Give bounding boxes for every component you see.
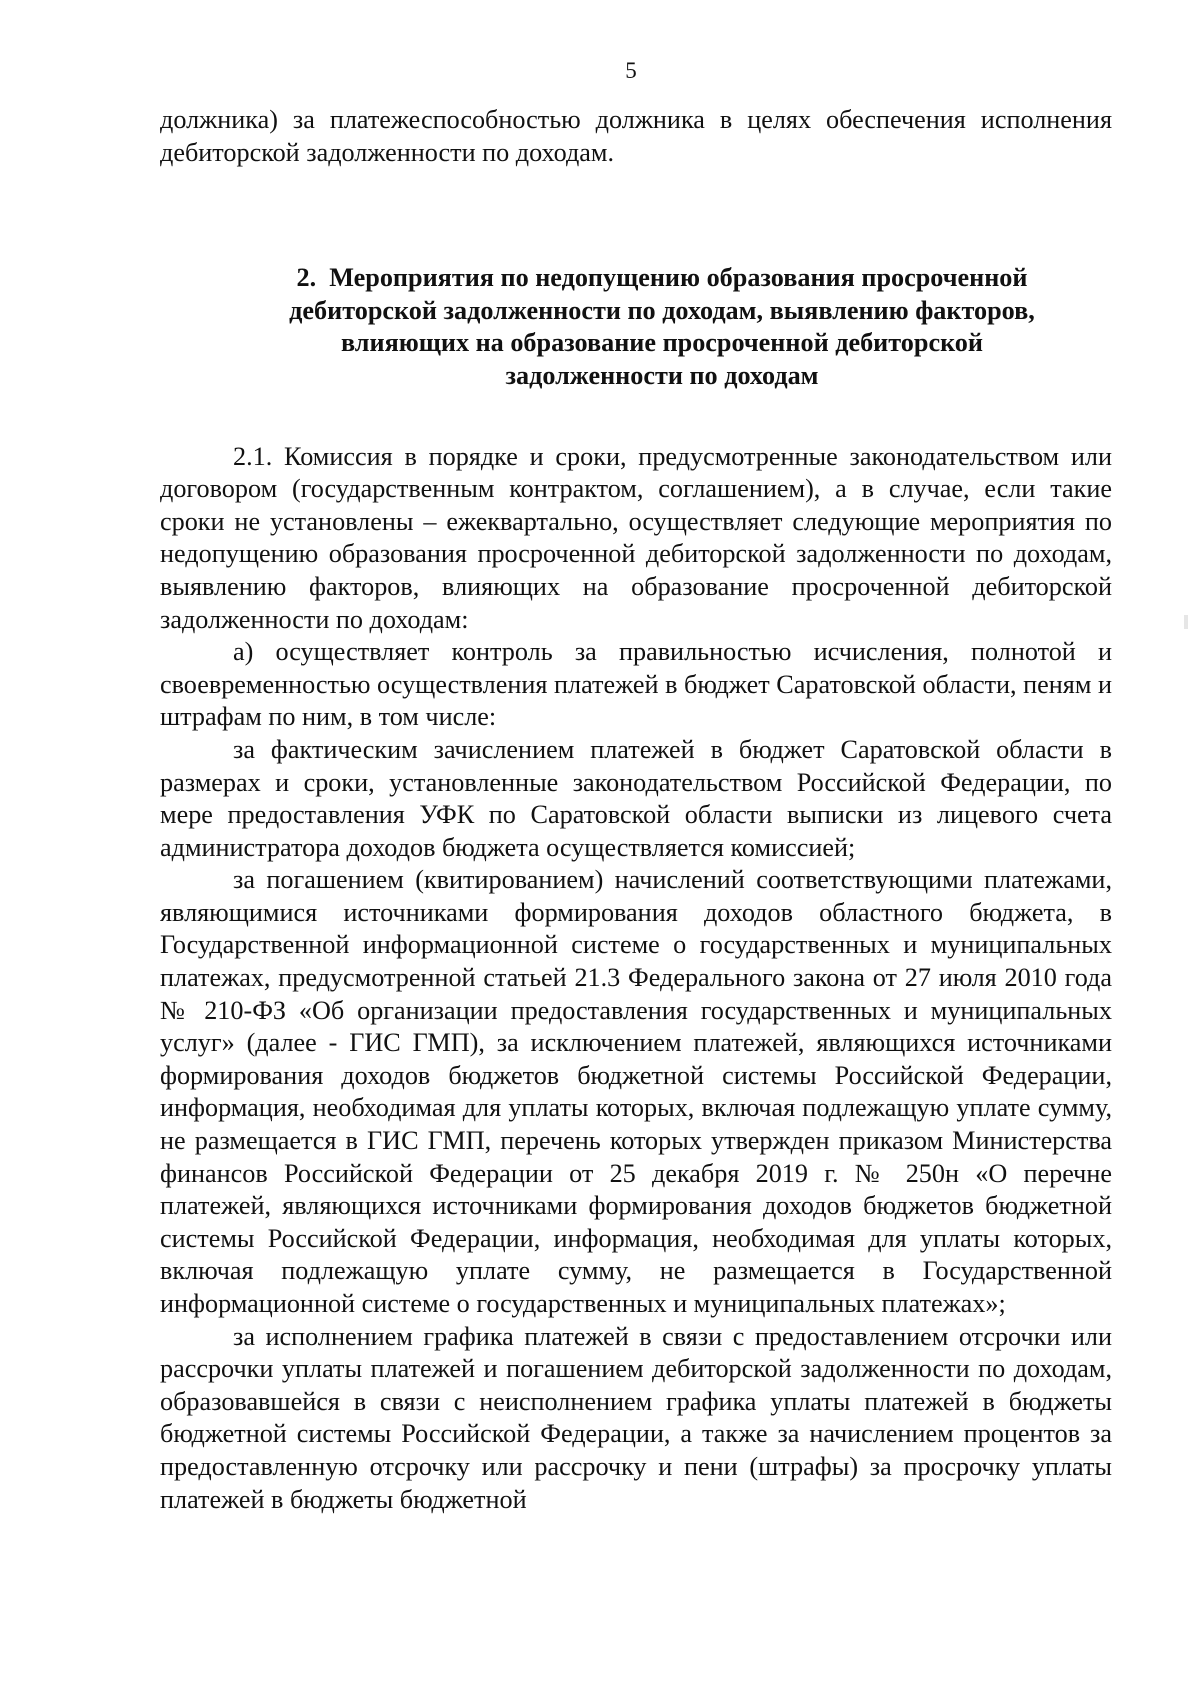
intro-paragraph: должника) за платежеспособностью должника в целях обеспечения исполнения дебиторской задолженности по доходам. — [160, 105, 1112, 167]
paragraph-actual-crediting: за фактическим зачислением платежей в бюджет Саратовской области в размерах и сроки, установленные законодательством Российской Федерации, по мере предоставления УФК по Саратовской области выписки из лицевого счета администратора доходов бюджета осуществляется комиссией; — [160, 734, 1112, 862]
paragraph-payment-schedule: за исполнением графика платежей в связи с предоставлением отсрочки или рассрочки уплаты платежей и погашением дебиторской задолженности по доходам, образовавшейся в связи с неисполнением графика уплаты платежей в бюджеты бюджетной системы Российской Федерации, а также за начислением процентов за предоставленную отсрочку или рассрочку и пени (штрафы) за просрочку уплаты платежей в бюджеты бюджетной — [160, 1321, 1112, 1514]
section-heading-line-3: влияющих на образование просроченной дебиторской — [341, 328, 983, 358]
section-heading — [160, 262, 1112, 392]
document-body — [160, 104, 1112, 1516]
section-heading-line-4: задолженности по доходам — [505, 360, 819, 390]
section-heading-text-1: Мероприятия по недопущению образования просроченной — [329, 263, 1028, 293]
paragraph-2-1: 2.1. Комиссия в порядке и сроки, предусмотренные законодательством или договором (государственным контрактом, соглашением), а в случае, если такие сроки не установлены – ежеквартально, осуществляет следующие мероприятия по недопущению образования просроченной дебиторской задолженности по доходам, выявлению факторов, влияющих на образование просроченной дебиторской задолженности по доходам: — [160, 441, 1112, 634]
page-number: 5 — [625, 58, 637, 83]
paragraph-a: а) осуществляет контроль за правильностью исчисления, полнотой и своевременностью осуществления платежей в бюджет Саратовской области, пеням и штрафам по ним, в том числе: — [160, 637, 1112, 732]
section-heading-line-2: дебиторской задолженности по доходам, выявлению факторов, — [289, 295, 1035, 325]
section-heading-line-1 — [252, 262, 1072, 295]
scan-mark — [1184, 615, 1188, 629]
paragraph-quittance: за погашением (квитированием) начислений соответствующими платежами, являющимися источниками формирования доходов областного бюджета, в Государственной информационной системе о государственных и муниципальных платежах, предусмотренной статьей 21.3 Федерального закона от 27 июля 2010 года № 210-ФЗ «Об организации предоставления государственных и муниципальных услуг» (далее - ГИС ГМП), за исключением платежей, являющихся источниками формирования доходов бюджетов бюджетной системы Российской Федерации, информация, необходимая для уплаты которых, включая подлежащую уплате сумму, не размещается в ГИС ГМП, перечень которых утвержден приказом Министерства финансов Российской Федерации от 25 декабря 2019 г. № 250н «О перечне платежей, являющихся источниками формирования доходов бюджетов бюджетной системы Российской Федерации, информация, необходимая для уплаты которых, включая подлежащую уплате сумму, не размещается в Государственной информационной системе о государственных и муниципальных платежах»; — [160, 865, 1112, 1318]
section-number: 2. — [296, 263, 317, 293]
